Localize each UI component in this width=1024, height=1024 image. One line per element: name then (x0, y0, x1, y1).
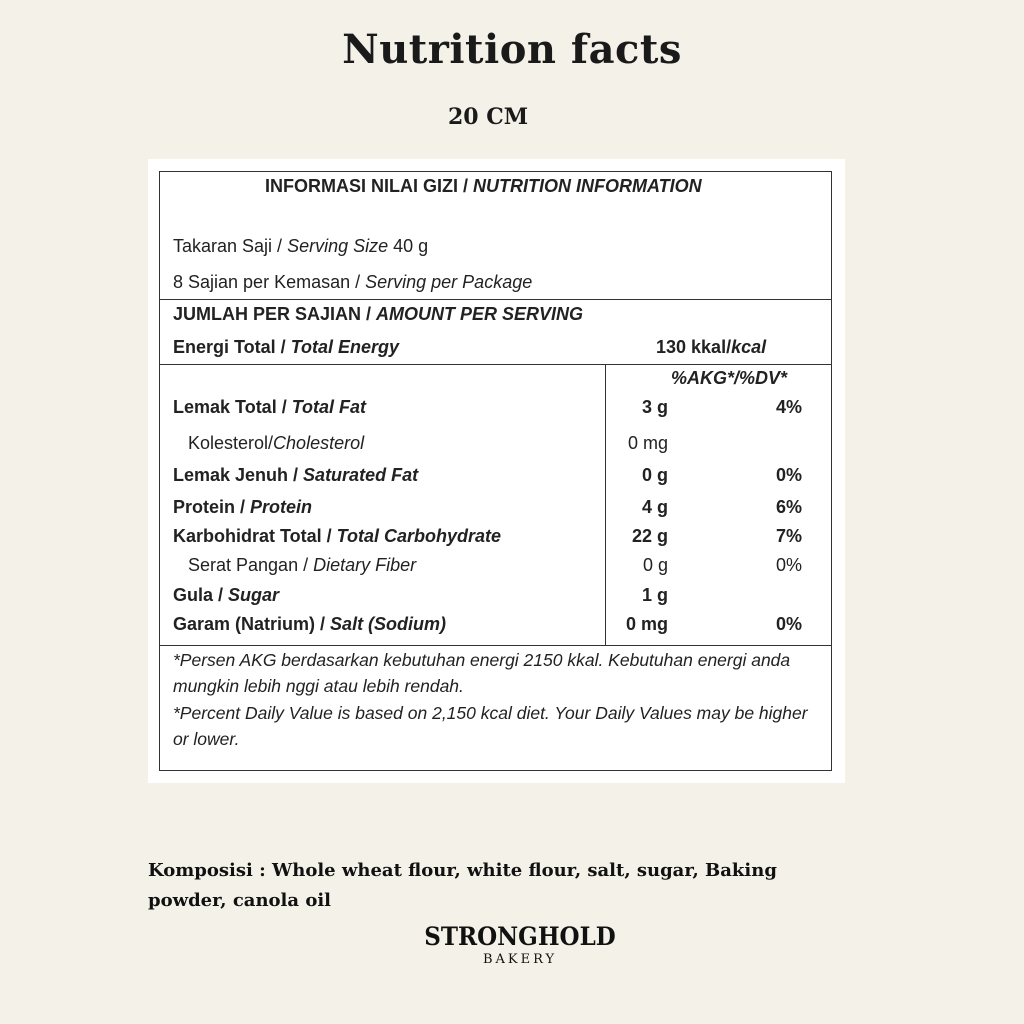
label-header-id: INFORMASI NILAI GIZI / (265, 176, 473, 196)
composition: Komposisi : Whole wheat flour, white flour, salt, sugar, Baking powder, canola oil (148, 860, 777, 911)
label-header (265, 176, 702, 197)
nutrient-dv: 6% (775, 497, 802, 517)
nutrient-name-en: Saturated Fat (303, 465, 419, 485)
nutrient-amount: 22 g (631, 526, 668, 546)
nutrient-amount: 0 g (641, 465, 668, 485)
nutrient-dv: 0% (775, 465, 802, 485)
nutrient-name (173, 397, 366, 418)
servings-id: 8 Sajian per Kemasan / (173, 272, 366, 292)
page-title: Nutrition facts (342, 26, 682, 73)
nutrient-name (173, 497, 312, 518)
nutrient-name-en: Total Carbohydrate (336, 526, 502, 546)
footnote-en: *Percent Daily Value is based on 2,150 kcal diet. Your Daily Values may be higher or lower. (173, 703, 808, 749)
servings-per-package (173, 272, 532, 293)
nutrient-name-id: Lemak Jenuh / (173, 465, 304, 485)
nutrient-name (173, 614, 446, 635)
nutrient-dv: 4% (775, 397, 802, 417)
brand-name: STRONGHOLD (424, 922, 616, 951)
nutrient-name-id: Protein / (173, 497, 251, 517)
divider-top (160, 299, 831, 300)
nutrient-dv: 7% (775, 526, 802, 546)
nutrient-name-en: Protein (250, 497, 313, 517)
amount-per-serving (173, 304, 583, 325)
energy-value (656, 337, 766, 358)
size-label: 20 CM (448, 104, 529, 130)
nutrient-amount: 4 g (641, 497, 668, 517)
nutrient-name (173, 465, 418, 486)
amount-id: JUMLAH PER SAJIAN / (173, 304, 377, 324)
nutrient-name-en: Sugar (228, 585, 280, 605)
amount-en: AMOUNT PER SERVING (376, 304, 584, 324)
energy-label (173, 337, 399, 358)
nutrient-name-en: Dietary Fiber (313, 555, 417, 575)
brand-sub: BAKERY (482, 952, 558, 967)
nutrient-name-en: Total Fat (291, 397, 367, 417)
nutrient-name (188, 555, 416, 576)
energy-id: Energi Total / (173, 337, 291, 357)
nutrient-name-id: Garam (Natrium) / (173, 614, 331, 634)
brand-logo (412, 922, 628, 967)
energy-en: Total Energy (290, 337, 400, 357)
nutrient-name-id: Lemak Total / (173, 397, 292, 417)
nutrient-name-en: Salt (Sodium) (330, 614, 447, 634)
nutrient-amount: 1 g (641, 585, 668, 605)
nutrient-amount: 0 mg (625, 614, 668, 634)
dv-header: %AKG*/%DV* (671, 368, 788, 388)
energy-value-number: 130 kkal/ (656, 337, 732, 357)
nutrient-amount: 0 g (642, 555, 668, 575)
nutrient-name (173, 526, 501, 547)
nutrient-dv: 0% (775, 614, 802, 634)
divider-energy (160, 364, 831, 365)
nutrition-label (159, 171, 832, 771)
nutrient-name (173, 585, 279, 606)
nutrient-amount: 0 mg (627, 433, 668, 453)
nutrient-name-id: Kolesterol/ (188, 433, 274, 453)
nutrient-name (188, 433, 364, 454)
servings-en: Serving per Package (365, 272, 533, 292)
serving-size-id: Takaran Saji / (173, 236, 288, 256)
serving-size (173, 236, 428, 257)
nutrient-dv: 0% (775, 555, 802, 575)
footnote-id: *Persen AKG berdasarkan kebutuhan energi 2150 kkal. Kebutuhan energi anda mungkin lebih nggi atau lebih rendah. (173, 650, 791, 696)
serving-size-en: Serving Size (287, 236, 389, 256)
nutrient-name-id: Serat Pangan / (188, 555, 314, 575)
divider-footnote (160, 645, 831, 646)
label-header-en: NUTRITION INFORMATION (473, 176, 702, 196)
serving-size-value: 40 g (388, 236, 429, 256)
nutrient-name-id: Gula / (173, 585, 229, 605)
nutrient-name-en: Cholesterol (273, 433, 365, 453)
nutrient-name-id: Karbohidrat Total / (173, 526, 337, 546)
energy-unit-en: kcal (731, 337, 767, 357)
nutrient-amount: 3 g (641, 397, 668, 417)
